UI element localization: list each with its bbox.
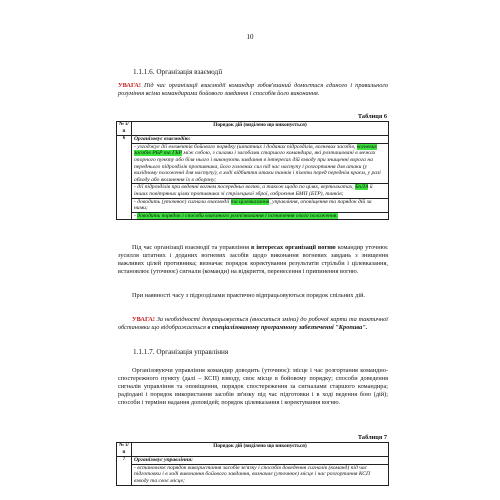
row-title: Організовує взаємодію:	[132, 136, 389, 144]
warning-paragraph-1	[118, 82, 388, 98]
table-cell: - узгоджує дії елементів бойового порядку (штатних і доданих підрозділів, вогневих засобів, вогневих засобів РБР та ГБР між собою, з силами і засобами старшого командира, які розташовані в межах опорного пункту або біля нього і виконують завдання в інтересах дій взводу при знищенні ворога на переднього підрозділів противника, його головних сил під час наступу і розгортання для атаки (у вихідному положенні для наступу), в ході відбиття атаки танків і піхоти перед переднім краєм, у разі обходу або вклинення їх в оборону;	[132, 143, 389, 184]
table-row	[117, 457, 389, 465]
table-row	[117, 184, 389, 198]
table-cell: - встановлює порядок використання засобів зв'язку і способів доведення сигналів (команд) під час підготовки і в ході виконання бойового завдання, визначає (уточнює) місце і час розгортання КСП взводу та своє місце;	[132, 464, 389, 485]
table-row	[117, 198, 389, 212]
paragraph-joint-actions: При наявності часу з підрозділами практично відпрацьовуються порядок спільних дій.	[132, 292, 366, 299]
row-number: 6	[117, 136, 132, 220]
software-name: в спеціалізованому програмному забезпеченні "Кропива".	[207, 324, 368, 331]
row-title: Організовує управління:	[132, 457, 389, 465]
warning-label: УВАГА!	[118, 82, 141, 89]
warning-paragraph-2: УВАГА! За необхідності допрацьовується (вноситься зміни) до робочої карти та тактичної обстановки що відображається в спеціалізованому програмному забезпеченні "Кропива".	[118, 316, 388, 331]
table-7-caption: Таблиця 7	[357, 434, 387, 441]
column-number-header: № з/п	[117, 122, 132, 136]
paragraph-management: Організовуючи управління командир доводить (уточнює): місце і час розгортання командно-спостережного пункту (далі – КСП) взводу, своє місце в бойовому порядку; способи доведення сигналів управління та оповіщення, порядок спостереження за сигналами старшого командира; радіодані і порядок використання засобів зв'язку під час підготовки і в ході ведення бою (дій); способи і терміни надання доповідей; порядок цілевказання і коректування вогню.	[118, 367, 388, 406]
table-row	[117, 143, 389, 184]
table-6-caption: Таблиця 6	[357, 113, 387, 120]
table-row	[117, 212, 389, 220]
section-heading-interaction: 1.1.1.6. Організація взаємодії	[133, 68, 223, 76]
bold-phrase: в інтересах організації вогню	[251, 244, 336, 251]
table-cell: - доводить (уточнює) сигнали взаємодії та цілевказання, управління, оповіщення та порядок дій за ними;	[132, 198, 389, 212]
table-cell: - доводить порядок і способи взаємного розпізнавання і позначення свого положення.	[132, 212, 389, 220]
warning-label: УВАГА!	[132, 316, 155, 323]
section-heading-management: 1.1.1.7. Організація управління	[133, 348, 229, 356]
highlighted-text: БпЛА	[355, 184, 369, 191]
table-row	[117, 464, 389, 485]
highlighted-text: вогневих засобів РБР та ГБР	[134, 143, 377, 157]
column-number-header: № з/п	[117, 443, 132, 457]
table-header-row	[117, 443, 389, 457]
table-row	[117, 136, 389, 144]
table-header-row	[117, 122, 389, 136]
column-actions-header: Порядок дій (виділено що виконується)	[132, 443, 389, 457]
table-cell: - дії підрозділів при веденні вогнем посередньо вогню, а також щодо по цілях, вертольотах, БпЛА й інших повітряних цілях противника зі стрілецької зброї, озброєння БМП (БТР), танків;	[132, 184, 389, 198]
warning-text: Під час організації взаємодії командир зобов'язаний домогтися єдиного і правильного розуміння всіма командирами бойового завдання і способів його виконання.	[118, 82, 388, 97]
highlighted-text: та цілевказання	[230, 198, 270, 205]
table-6	[116, 121, 389, 220]
table-7	[116, 442, 389, 486]
row-number: 7	[117, 457, 132, 485]
paragraph-fire-organization: Під час організації взаємодії та управління в інтересах організації вогню командир уточнює зусилля штатних і доданих вогневих засобів щодо виконання вогневих завдань з знищення важливих цілей противника; визначає порядок коректування результатів стрільби і цілевказання, встановлює (уточнює) сигнали (команди) на відкриття, перенесення і припинення вогню.	[118, 244, 388, 275]
page-number: 10	[246, 33, 254, 41]
highlighted-text: доводить порядок і способи взаємного розпізнавання і позначення свого положення.	[137, 212, 338, 219]
column-actions-header: Порядок дій (виділено що виконується)	[132, 122, 389, 136]
